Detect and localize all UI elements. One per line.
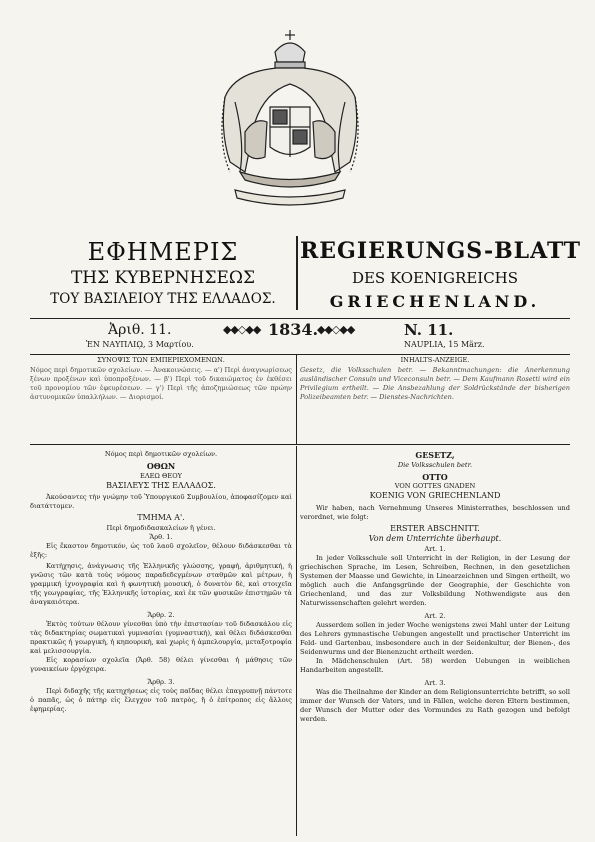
left-art1-list: Κατήχησις, ἀνάγνωσις τῆς Ἑλληνικῆς γλώσσης, γραφή, ἀριθμητική, ἡ γνῶσις τῶν κατὰ τοὺς νόμους παραδεδεγμένων σταθμῶν καὶ μέτρων, ἡ γραμμική ἰχνογραφία καὶ ἡ φωνητικὴ μουσική, ὁ δυνατὸν δὲ, καὶ στοιχεῖα τῆς γεωγραφίας, τῆς Ἑλληνικῆς ἱστορίας, καὶ ἐκ τῶν φυσικῶν ἐπιστημῶν τὰ ἀναγκαιότερα. xyxy=(30,561,292,606)
issue-year: 1834. xyxy=(268,320,319,339)
left-art3-label: Ἄρθρ. 3. xyxy=(147,677,175,686)
masthead-greek-title: ΕΦΗΜΕΡΙΣ xyxy=(87,238,239,266)
left-preamble: Ἀκούσαντες τὴν γνώμην τοῦ Ὑπουργικοῦ Συμβουλίου, ἀποφασίζομεν καὶ διατάττομεν. xyxy=(30,493,292,510)
right-column xyxy=(300,450,570,724)
right-king-title: KOENIG VON GRIECHENLAND xyxy=(369,491,501,500)
right-king-name: OTTO xyxy=(422,471,448,482)
contents-rule-top xyxy=(30,354,570,355)
right-art1-label: Art. 1. xyxy=(424,544,446,553)
issue-place-date-german: NAUPLIA, 15 März. xyxy=(404,340,485,349)
royal-coat-of-arms xyxy=(215,22,365,222)
right-section-title: Von dem Unterrichte überhaupt. xyxy=(368,534,502,543)
left-art2-text: Ἐκτὸς τούτων θέλουν γίνεσθαι ὑπὸ τὴν ἐπιστασίαν τοῦ διδασκάλου εἰς τὰς διδακτηρίας σωματικαὶ γυμνασίαι (γυμναστικὴ), καὶ θέλει διδάσκεσθαι πρακτικῶς ἡ γεωργικὴ, ἡ κηπουρικὴ, καὶ χωρὶς ἡ ἀμπελουργία, μεταξοτροφία καὶ μελισσουργία. xyxy=(30,619,292,655)
right-grace: VON GOTTES GNADEN xyxy=(394,482,476,490)
right-art3-label: Art. 3. xyxy=(424,678,446,687)
issue-number-german: N. 11. xyxy=(404,321,454,339)
ornament-left: ◆◆◇◆◆ xyxy=(223,323,261,336)
right-art1-text: In jeder Volksschule soll Unterricht in der Religion, in der Lesung der griechischen Sprache, im Lesen, Schreiben, Rechnen, in den gesetzlichen Systemen der Maasse und Gewichte, in Linearzeichnen und Singen ertheilt, wo möglich auch die Anfangsgründe der Geographie, der Geschichte von Griechenland, und das zur Volksbildung Nothwendigste aus den Naturwissenschaften gelehrt werden. xyxy=(300,553,570,607)
right-art2-text2: In Mädchenschulen (Art. 58) werden Uebungen in weiblichen Handarbeiten angestellt. xyxy=(300,656,570,674)
left-art2-text2: Εἰς κορασίων σχολεῖα (Ἄρθ. 58) θέλει γίνεσθαι ἡ μάθησις τῶν γυναικείων ἐργόχειρα. xyxy=(30,655,292,673)
contents-divider xyxy=(296,354,297,444)
right-art3-text: Was die Theilnahme der Kinder an dem Religionsunterrichte betrifft, so soll immer der Wunsch der Vaters, und in Fällen, welche deren Eltern bestimmen, der Wunsch der Mutter oder des Vormundes zu Rath gezogen und befolgt werden. xyxy=(300,687,570,723)
left-king-name: ΟΘΩΝ xyxy=(146,461,176,471)
masthead-german-kingdom: GRIECHENLAND. xyxy=(329,292,541,311)
contents-text-german: Gesetz, die Volksschulen betr. — Bekanntmachungen: die Anerkennung ausländischer Consuln und Viceconsuln betr. — Dem Kaufmann Rosetti wird ein Privilegium ertheilt. — Die Ansbezahlung der Soldrückstände der bisherigen Polizeibeamten betr. — Dienstes-Nachrichten. xyxy=(300,366,570,401)
left-king-title: ΒΑΣΙΛΕΥΣ ΤΗΣ ΕΛΛΑΔΟΣ. xyxy=(106,480,216,490)
masthead-german-subtitle: DES KOENIGREICHS xyxy=(351,269,519,287)
masthead-greek-kingdom: ΤΟΥ ΒΑΣΙΛΕΙΟΥ ΤΗΣ ΕΛΛΑΔΟΣ. xyxy=(50,291,276,307)
left-column xyxy=(30,450,292,714)
issue-rule-top xyxy=(30,318,570,319)
right-preamble: Wir haben, nach Vernehmung Unseres Ministerrathes, beschlossen und verordnet, wie folgt: xyxy=(300,503,570,521)
issue-place-date-greek: ἘΝ ΝΑΥΠΛΙῼ, 3 Μαρτίου. xyxy=(86,340,194,349)
right-art2-label: Art. 2. xyxy=(424,611,446,620)
contents-text-greek: Νόμος περὶ δημοτικῶν σχολείων. — Ἀνακοινώσεις. — α') Περὶ ἀναγνωρίσεως ξένων προξένων καὶ ὑποπροξένων. — β') Περὶ τοῦ δικαιώματος ἐν ἐκθέσει τοῦ προνομίου τῶν ἐφευρέσεων. — γ') Περὶ τῆς ἀποζημιώσεως τῶν πρώην ἀστυνομικῶν ὑπαλλήλων. — Διορισμοί. xyxy=(30,366,292,401)
right-art2-text: Ausserdem sollen in jeder Woche wenigstens zwei Mahl unter der Leitung des Lehrers gymnastische Uebungen angestellt und practischer Unterricht im Feld- und Gartenbau, insbesondere auch in der Seidenkultur, der Bienen-, des Seidenwurms und der Bienenzucht ertheilt werden. xyxy=(300,620,570,656)
right-subheading: Die Volksschulen betr. xyxy=(397,460,473,469)
contents-heading-german: INHALTS-ANZEIGE. xyxy=(400,356,470,364)
contents-rule-bottom xyxy=(30,444,570,445)
issue-number-greek: Ἀριθ. 11. xyxy=(108,322,172,338)
masthead-divider xyxy=(296,236,298,310)
masthead-greek-subtitle: ΤΗΣ ΚΥΒΕΡΝΗΣΕΩΣ xyxy=(70,268,256,288)
left-art1-text: Εἰς ἕκαστον δημοτικόν, ὡς τοῦ λαοῦ σχολεῖον, θέλουν διδάσκεσθαι τὰ ἑξῆς: xyxy=(30,541,292,559)
masthead-german-title: REGIERUNGS-BLATT xyxy=(300,238,581,264)
body-divider xyxy=(296,446,297,836)
left-section: ΤΜΗΜΑ Α'. xyxy=(137,513,185,522)
left-grace: ΕΛΕΩ ΘΕΟΥ xyxy=(140,471,182,480)
left-art3-text: Περὶ διδαχῆς τῆς κατηχήσεως εἰς τοὺς παῖδας θέλει ἐπαγρυπνῇ πάντοτε ὁ παπᾶς, ὡς ὁ πάτηρ εἰς ἔλεγχον τοῦ πατρὸς, ἢ ὁ ἐπίτροπος εἰς ἄλλοις ἐφημερίας. xyxy=(30,686,292,713)
left-art2-label: Ἄρθρ. 2. xyxy=(147,610,175,619)
contents-heading-greek: ΣΥΝΟΨΙΣ ΤΩΝ ΕΜΠΕΡΙΕΧΟΜΕΝΩΝ. xyxy=(97,356,225,364)
left-art1-label: Ἄρθ. 1. xyxy=(149,532,173,541)
ornament-right: ◆◆◇◆◆ xyxy=(317,323,355,336)
left-intro: Νόμος περὶ δημοτικῶν σχολείων. xyxy=(104,450,218,458)
right-section: ERSTER ABSCHNITT. xyxy=(390,523,480,533)
right-heading: GESETZ, xyxy=(415,450,455,460)
left-section-title: Περὶ δημοδιδασκαλείων ἢ γένει. xyxy=(106,523,216,532)
